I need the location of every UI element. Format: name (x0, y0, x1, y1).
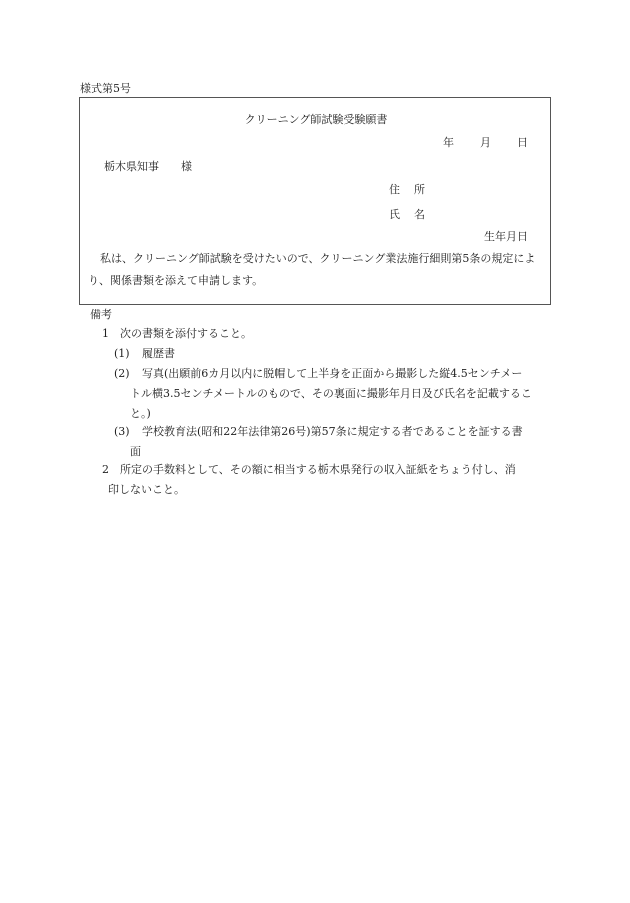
notes-heading: 備考 (90, 308, 112, 321)
note-item-text-continued: トル横3.5センチメートルのもので、その裏面に撮影年月日及び氏名を記載すること。) (130, 387, 532, 420)
note-item-text: 写真(出願前6カ月以内に脱帽して上半身を正面から撮影した縦4.5センチメー (142, 367, 523, 380)
note-item-text-continued: 面 (130, 445, 141, 458)
name-label (389, 209, 425, 220)
application-form-box (79, 97, 551, 305)
note-2-text-continued: 印しないこと。 (108, 483, 185, 496)
date-day: 日 (517, 136, 528, 149)
name-label-2: 名 (414, 208, 425, 221)
birth-date-label: 生年月日 (484, 230, 528, 243)
addressee-honorific: 様 (181, 160, 192, 173)
note-2 (102, 460, 548, 500)
note-item-2 (114, 364, 544, 424)
note-item-number: (3) (114, 425, 130, 438)
addressee (104, 161, 192, 172)
name-label-1: 氏 (389, 208, 400, 221)
note-2-text: 2 所定の手数料として、その額に相当する栃木県発行の収入証紙をちょう付し、消 (102, 463, 516, 476)
note-item-text: 履歴書 (142, 347, 175, 360)
note-item-3 (114, 422, 544, 462)
date-month: 月 (480, 136, 491, 149)
addressee-name: 栃木県知事 (104, 160, 159, 173)
note-item-number: (2) (114, 367, 130, 380)
address-label-1: 住 (389, 183, 400, 196)
date-year: 年 (443, 136, 454, 149)
note-1: 1 次の書類を添付すること。 (102, 327, 252, 340)
application-statement: 私は、クリーニング師試験を受けたいので、クリーニング業法施行細則第5条の規定により、関係書類を添えて申請します。 (88, 252, 536, 287)
address-label-2: 所 (414, 183, 425, 196)
form-title: クリーニング師試験受験願書 (244, 113, 388, 126)
form-number: 様式第5号 (80, 82, 131, 95)
address-label (389, 184, 425, 195)
note-item-text: 学校教育法(昭和22年法律第26号)第57条に規定する者であることを証する書 (142, 425, 523, 438)
date-line (443, 137, 528, 148)
note-item-number: (1) (114, 347, 130, 360)
note-item-1 (114, 344, 544, 364)
